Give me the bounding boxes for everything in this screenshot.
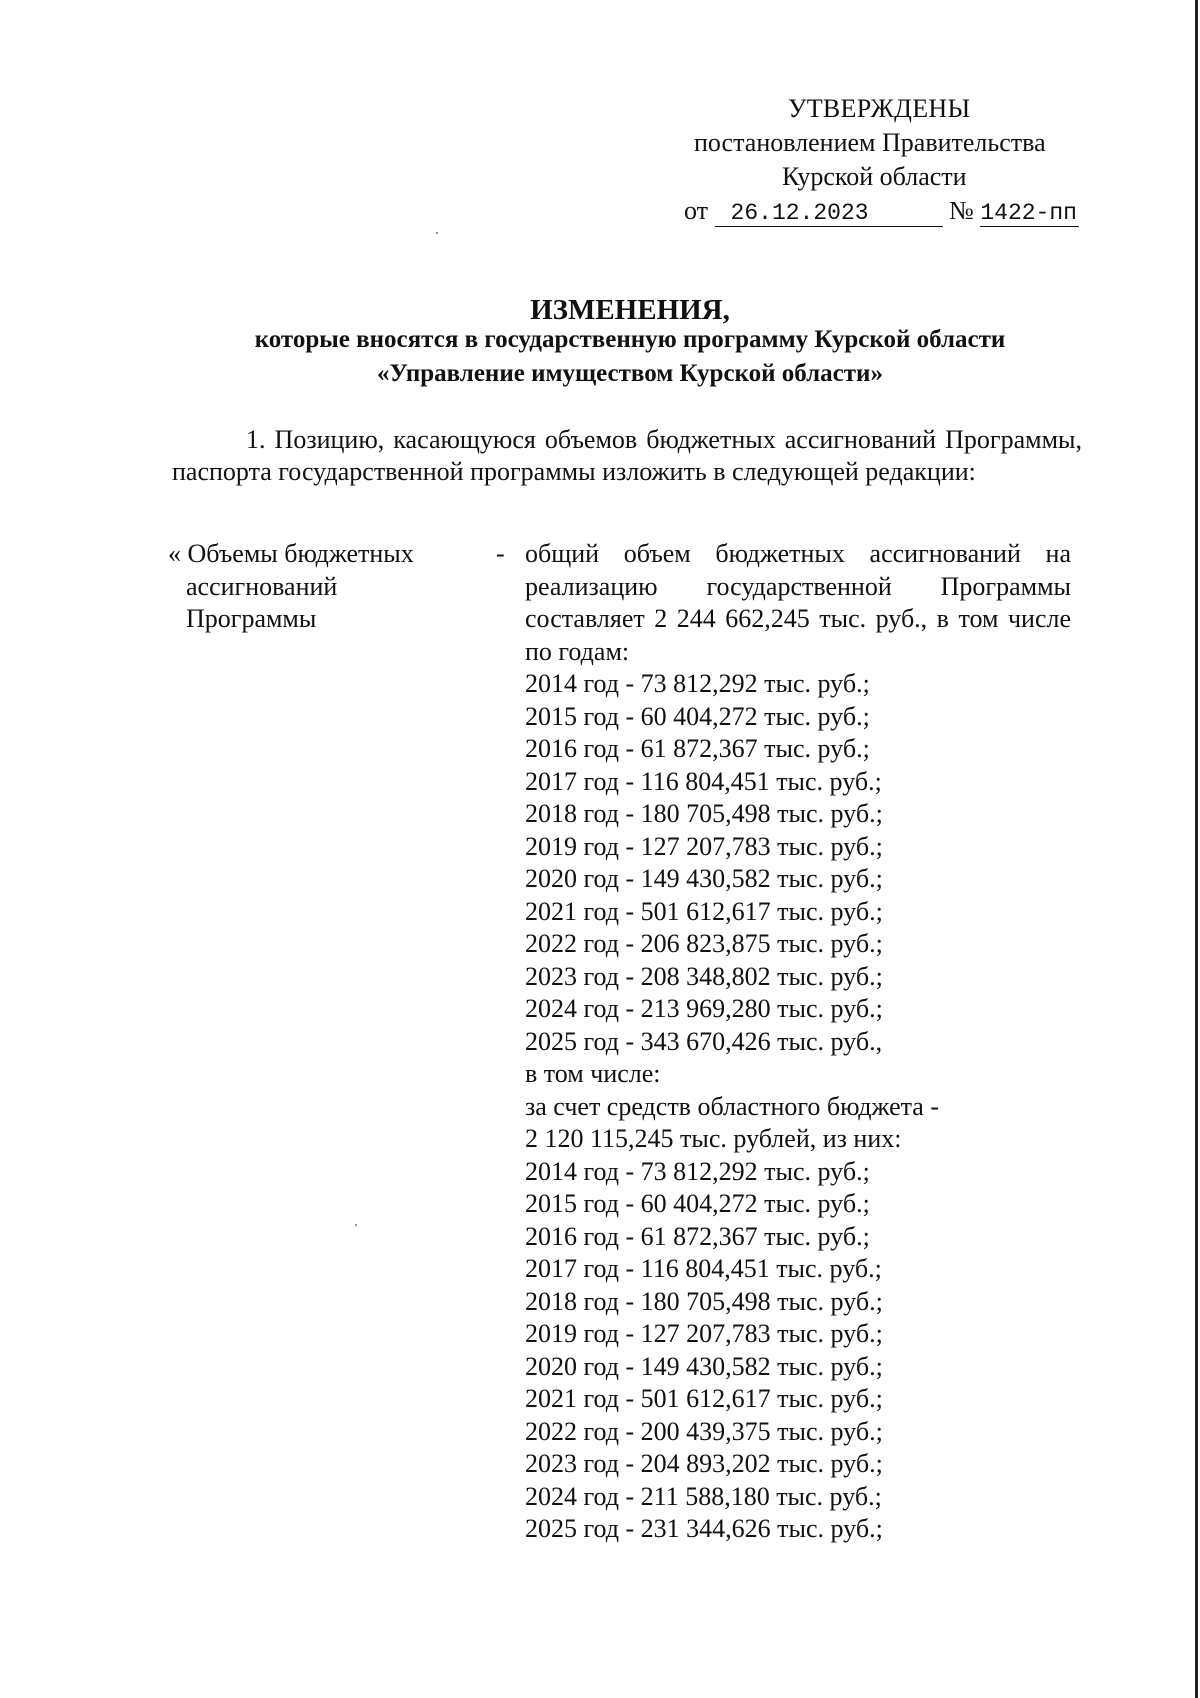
regional-year-row: 2020 год - 149 430,582 тыс. руб.; (525, 1351, 883, 1381)
regional-year-row: 2018 год - 180 705,498 тыс. руб.; (525, 1286, 883, 1316)
total-year-row: 2021 год - 501 612,617 тыс. руб.; (525, 896, 883, 926)
regional-budget-line-1: за счет средств областного бюджета - (525, 1091, 939, 1121)
paragraph-1: 1. Позицию, касающуюся объемов бюджетных ассигнований Программы, паспорта государственной программы изложить в следующей редакции: (172, 425, 1082, 486)
document-title: ИЗМЕНЕНИЯ, (530, 294, 730, 326)
total-year-row: 2016 год - 61 872,367 тыс. руб.; (525, 734, 870, 763)
position-label-line: Программы (186, 604, 317, 633)
number-label: № (949, 196, 974, 225)
total-year-row: 2023 год - 208 348,802 тыс. руб.; (525, 961, 883, 991)
position-label-line: ассигнований (186, 571, 338, 601)
approval-date-line (680, 194, 1100, 228)
regional-year-row: 2021 год - 501 612,617 тыс. руб.; (525, 1384, 883, 1413)
total-year-row: 2014 год - 73 812,292 тыс. руб.; (525, 669, 870, 698)
approval-line-3: Курской области (782, 162, 967, 191)
total-year-row: 2018 год - 180 705,498 тыс. руб.; (525, 799, 883, 828)
scan-speck (355, 1224, 357, 1226)
total-year-row: 2017 год - 116 804,451 тыс. руб.; (525, 766, 882, 796)
approval-line-2: постановлением Правительства (694, 128, 1046, 157)
regional-year-row: 2015 год - 60 404,272 тыс. руб.; (525, 1189, 870, 1218)
regional-year-row: 2017 год - 116 804,451 тыс. руб.; (525, 1254, 882, 1283)
approval-date: 26.12.2023 (715, 200, 943, 227)
scan-speck (436, 232, 438, 234)
from-label: от (684, 196, 709, 225)
document-subtitle-line-2: «Управление имуществом Курской области» (377, 360, 883, 387)
document-subtitle-line-1: которые вносятся в государственную программу Курской области (254, 326, 1006, 353)
position-label (168, 538, 468, 636)
approval-heading: УТВЕРЖДЕНЫ (788, 94, 971, 123)
total-year-row: 2022 год - 206 823,875 тыс. руб.; (525, 929, 883, 958)
total-by-year-list (525, 668, 1071, 1058)
funding-intro: общий объем бюджетных ассигнований на реализацию государственной Программы составляет 2 244 662,245 тыс. руб., в том числе по годам: (525, 539, 1071, 666)
regional-year-row: 2025 год - 231 344,626 тыс. руб.; (525, 1514, 883, 1543)
total-year-row: 2024 год - 213 969,280 тыс. руб.; (525, 994, 883, 1023)
regional-year-row: 2023 год - 204 893,202 тыс. руб.; (525, 1449, 883, 1478)
total-year-row: 2019 год - 127 207,783 тыс. руб.; (525, 831, 883, 861)
regional-year-row: 2014 год - 73 812,292 тыс. руб.; (525, 1156, 870, 1186)
regional-by-year-list (525, 1156, 1071, 1546)
position-dash: - (496, 539, 505, 568)
approval-number: 1422-пп (980, 200, 1077, 226)
regional-year-row: 2016 год - 61 872,367 тыс. руб.; (525, 1221, 870, 1251)
total-year-row: 2025 год - 343 670,426 тыс. руб., (525, 1026, 883, 1056)
scan-edge-line (1195, 0, 1198, 1698)
position-content (525, 538, 1071, 1546)
total-year-row: 2020 год - 149 430,582 тыс. руб.; (525, 864, 883, 893)
regional-year-row: 2022 год - 200 439,375 тыс. руб.; (525, 1416, 883, 1446)
regional-year-row: 2024 год - 211 588,180 тыс. руб.; (525, 1481, 882, 1511)
position-label-line: « Объемы бюджетных (168, 539, 414, 568)
total-year-row: 2015 год - 60 404,272 тыс. руб.; (525, 701, 870, 731)
regional-budget-line-2: 2 120 115,245 тыс. рублей, из них: (525, 1124, 902, 1153)
including-label: в том числе: (525, 1059, 661, 1088)
regional-year-row: 2019 год - 127 207,783 тыс. руб.; (525, 1319, 883, 1348)
approval-block (680, 92, 1100, 228)
